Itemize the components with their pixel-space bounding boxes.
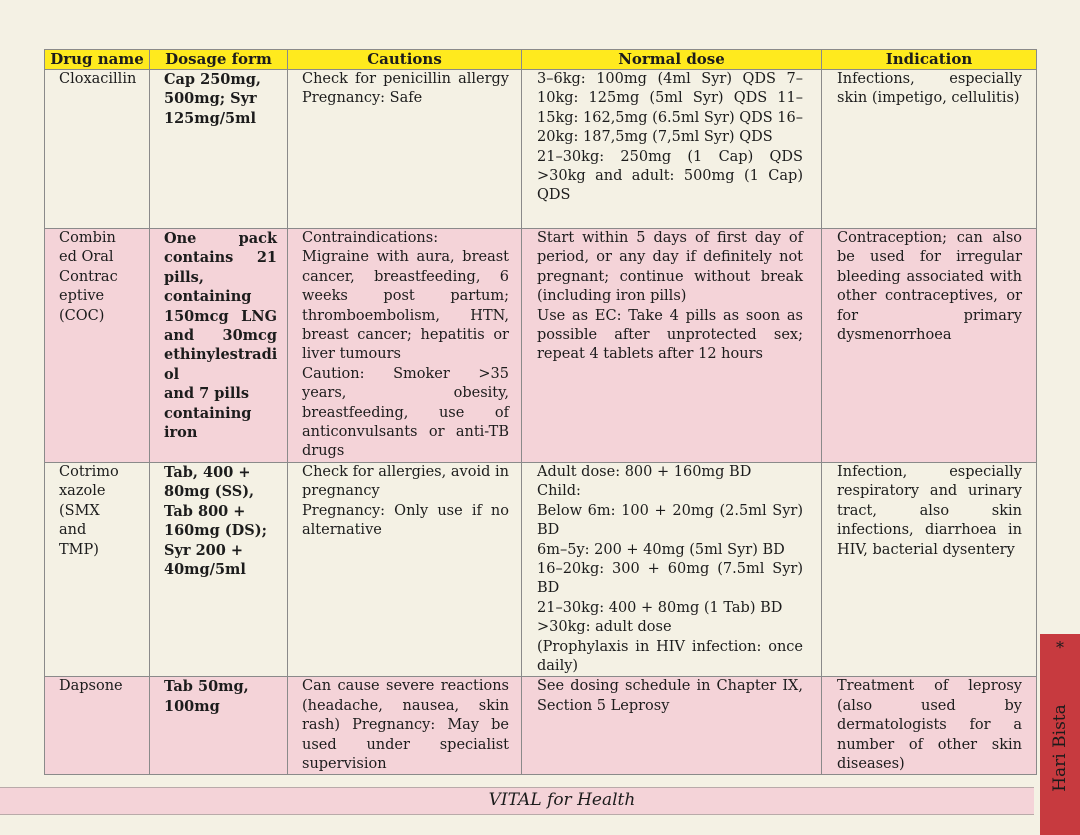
header-dosage-form: Dosage form [150, 50, 288, 70]
cautions-text: Contraindications: Migraine with aura, breast cancer, breastfeeding, 6 weeks post partum; thromboembolism, HTN, breast cancer; hepatitis or liver tumours [302, 230, 509, 363]
dosage-form-text: One pack contains 21 pills, containing 150mcg LNG and 30mcg ethinylestradi ol [164, 230, 278, 383]
dose-text: See dosing schedule in Chapter IX, Section 5 Leprosy [537, 678, 803, 714]
header-indication: Indication [822, 50, 1037, 70]
cautions-text: Caution: Smoker >35 years, obesity, breastfeeding, use of anticonvulsants or anti-TB drugs [302, 365, 509, 460]
dose-text: Below 6m: 100 + 20mg (2.5ml Syr) BD [537, 502, 803, 539]
indication-text: Infection, especially respiratory and urinary tract, also skin infections, diarrhoea in HIV, bacterial dysentery [837, 463, 1022, 558]
dosage-form-text: Tab, 400 + 80mg (SS), Tab 800 + 160mg (DS); [164, 463, 267, 540]
dose-text: 16–20kg: 300 + 60mg (7.5ml Syr) BD [537, 560, 803, 597]
indication-text: Infections, especially skin (impetigo, cellulitis) [837, 71, 1022, 107]
indication-cell [822, 677, 1037, 775]
dosage-form-text: Tab 50mg, 100mg [164, 678, 249, 715]
drug-table [44, 49, 1037, 775]
dose-text: 21–30kg: 250mg (1 Cap) QDS >30kg and adult: 500mg (1 Cap) QDS [537, 148, 803, 204]
drug-name-text: Combin ed Oral Contrac eptive (COC) [59, 230, 118, 324]
dosage-form-cell [150, 70, 288, 229]
normal-dose-cell [522, 462, 822, 676]
header-normal-dose: Normal dose [522, 50, 822, 70]
table-header-row [45, 50, 1037, 70]
dosage-form-text: Syr 200 + 40mg/5ml [164, 541, 246, 578]
table-row-cotrimoxazole [45, 462, 1037, 676]
side-tab-star: * [1056, 638, 1064, 657]
cautions-text: Pregnancy: Only use if no alternative [302, 502, 509, 539]
dosage-form-text: and 7 pills containing iron [164, 385, 252, 442]
dose-text: (Prophylaxis in HIV infection: once daily) [537, 638, 803, 674]
footer-title: VITAL for Health [488, 790, 636, 810]
cautions-text: Check for allergies, avoid in pregnancy [302, 463, 509, 500]
header-cautions: Cautions [288, 50, 522, 70]
drug-name-text: Dapsone [59, 678, 123, 695]
drug-name-cell [45, 229, 150, 463]
drug-name-cell [45, 462, 150, 676]
cautions-cell [288, 229, 522, 463]
table-row-dapsone [45, 677, 1037, 775]
dosage-form-cell [150, 677, 288, 775]
indication-text: Treatment of leprosy (also used by dermatologists for a number of other skin diseases) [837, 678, 1022, 772]
indication-cell [822, 70, 1037, 229]
cautions-cell [288, 462, 522, 676]
dose-text: Start within 5 days of first day of period, or any day if definitely not pregnant; continue without break (including iron pills) [537, 230, 803, 305]
dose-text: Use as EC: Take 4 pills as soon as possible after unprotected sex; repeat 4 tablets after 12 hours [537, 307, 803, 363]
dose-text: Adult dose: 800 + 160mg BD [537, 463, 752, 480]
indication-cell [822, 229, 1037, 463]
drug-name-text: Cloxacillin [59, 71, 137, 87]
table-row-cloxacillin [45, 70, 1037, 229]
cautions-cell [288, 677, 522, 775]
side-tab-name: Hari Bista [1050, 704, 1070, 792]
drug-name-text: Cotrimo xazole (SMX and TMP) [59, 463, 119, 558]
cautions-text: Can cause severe reactions (headache, nausea, skin rash) Pregnancy: May be used under specialist supervision [302, 678, 509, 772]
drug-name-cell [45, 70, 150, 229]
indication-text: Contraception; can also be used for irregular bleeding associated with other contraceptives, or for primary dysmenorrhoea [837, 230, 1022, 344]
cautions-cell [288, 70, 522, 229]
cautions-text: Check for penicillin allergy Pregnancy: Safe [302, 71, 509, 107]
dose-text: >30kg: adult dose [537, 619, 672, 636]
header-drug-name: Drug name [45, 50, 150, 70]
dose-text: 3–6kg: 100mg (4ml Syr) QDS 7–10kg: 125mg (5ml Syr) QDS 11–15kg: 162,5mg (6.5ml Syr) QDS 16–20kg: 187,5mg (7,5ml Syr) QDS [537, 71, 803, 146]
drug-name-cell [45, 677, 150, 775]
dosage-form-cell [150, 229, 288, 463]
dose-text: 21–30kg: 400 + 80mg (1 Tab) BD [537, 599, 783, 616]
indication-cell [822, 462, 1037, 676]
normal-dose-cell [522, 229, 822, 463]
normal-dose-cell [522, 70, 822, 229]
normal-dose-cell [522, 677, 822, 775]
dose-text: 6m–5y: 200 + 40mg (5ml Syr) BD [537, 541, 785, 558]
dose-text: Child: [537, 483, 581, 500]
table-row-coc [45, 229, 1037, 463]
dosage-form-text: Cap 250mg, 500mg; Syr 125mg/5ml [164, 71, 261, 127]
dosage-form-cell [150, 462, 288, 676]
